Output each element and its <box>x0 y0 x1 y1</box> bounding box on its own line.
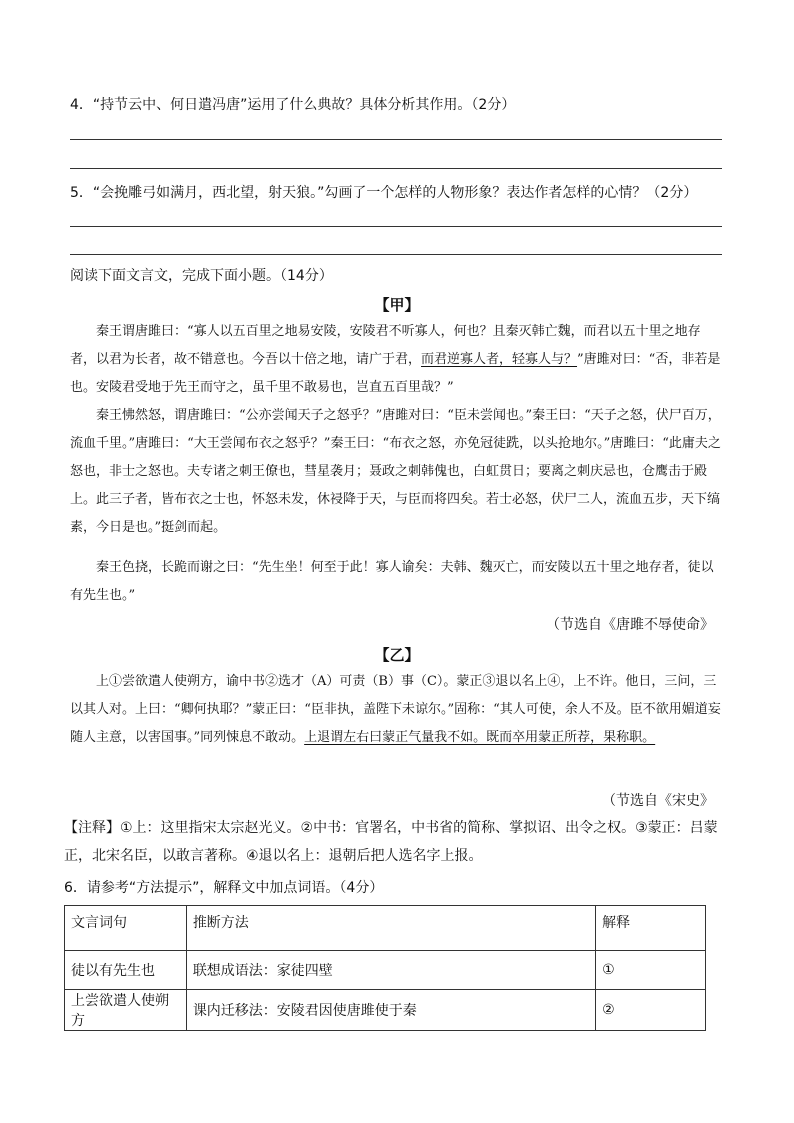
table-header-row <box>65 906 706 951</box>
section-yi-heading: 【乙】 <box>374 646 420 664</box>
table-cell: 徒以有先生也 <box>65 951 187 990</box>
answer-line <box>70 168 722 169</box>
reading-intro: 阅读下面文言文，完成下面小题。（14分） <box>70 268 333 284</box>
jia-p1-text-a: 秦王谓唐雎曰：“寡人以五百里之地易安陵，安陵君不听寡人，何也？且秦灭韩亡魏，而君以五十里之地存者，以君为长者，故不错意也。今吾以十倍之地，请广于君， <box>70 324 701 367</box>
yi-p1-underlined: 上退谓左右曰蒙正气量我不如。既而卒用蒙正所荐，果称职。 <box>304 730 656 745</box>
jia-paragraph-3: 秦王色挠，长跪而谢之曰：“先生坐！何至于此！寡人谕矣：夫韩、魏灭亡，而安陵以五十里之地存者，徒以有先生也。” <box>70 560 714 603</box>
yi-p1-text-a: 上①尝欲遣人使朔方，谕中书②选才（A）可责（B）事（C）。蒙正③退以名上④，上不许。他日，三问，三以其人对。上曰：“卿何执耶？”蒙正曰：“臣非执，盖陛下未谅尔。”固称：“其人可使，余人不及。臣不欲用媚道妄随人主意，以害国事。”同列悚息不敢动。 <box>70 674 721 745</box>
table-cell: ① <box>596 951 706 990</box>
table-header-cell: 解释 <box>596 906 706 951</box>
table-cell: 上尝欲遣人使朔方 <box>65 990 187 1031</box>
annotations: 【注释】①上：这里指宋太宗赵光义。②中书：官署名，中书省的简称、掌拟诏、出令之权。③蒙正：吕蒙正，北宋名臣，以敢言著称。④退以名上：退朝后把人选名字上报。 <box>64 820 718 864</box>
method-table <box>64 905 706 1031</box>
yi-source: （节选自《宋史》 <box>602 793 714 809</box>
jia-paragraph-1 <box>70 318 722 402</box>
table-cell: 联想成语法：家徒四壁 <box>186 951 595 990</box>
section-jia-heading: 【甲】 <box>374 296 420 314</box>
table-header-cell: 推断方法 <box>186 906 595 951</box>
yi-paragraph-1 <box>70 668 722 752</box>
jia-source: （节选自《唐雎不辱使命》 <box>546 617 714 633</box>
jia-p1-underlined: 而君逆寡人者，轻寡人与？ <box>421 352 578 367</box>
jia-p1-text-b: ”唐雎对曰：“否，非若是也。安陵君受地于先王而守之，虽千里不敢易也，岂直五百里哉？” <box>70 352 721 395</box>
table-row <box>65 990 706 1031</box>
answer-line <box>70 226 722 227</box>
answer-line <box>70 139 722 140</box>
jia-paragraph-2: 秦王怫然怒，谓唐雎曰：“公亦尝闻天子之怒乎？”唐雎对曰：“臣未尝闻也。”秦王曰：“天子之怒，伏尸百万，流血千里。”唐雎曰：“大王尝闻布衣之怒乎？”秦王曰：“布衣之怒，亦免冠徒跣，以头抢地尔。”唐雎曰：“此庸夫之怒也，非士之怒也。夫专诸之刺王僚也，彗星袭月；聂政之刺韩傀也，白虹贯日；要离之刺庆忌也，仓鹰击于殿上。此三子者，皆布衣之士也，怀怒未发，休祲降于天，与臣而将四矣。若士必怒，伏尸二人，流血五步，天下缟素，今日是也。”挺剑而起。 <box>70 408 721 535</box>
table-row <box>65 951 706 990</box>
table-cell: ② <box>596 990 706 1031</box>
answer-line <box>70 254 722 255</box>
question-5: 5．“会挽雕弓如满月，西北望，射天狼。”勾画了一个怎样的人物形象？表达作者怎样的心情？（2分） <box>70 185 698 201</box>
question-6: 6．请参考“方法提示”，解释文中加点词语。（4分） <box>64 880 384 896</box>
question-4: 4．“持节云中、何日遣冯唐”运用了什么典故？具体分析其作用。（2分） <box>70 97 516 113</box>
table-cell: 课内迁移法：安陵君因使唐雎使于秦 <box>186 990 595 1031</box>
table-header-cell: 文言词句 <box>65 906 187 951</box>
